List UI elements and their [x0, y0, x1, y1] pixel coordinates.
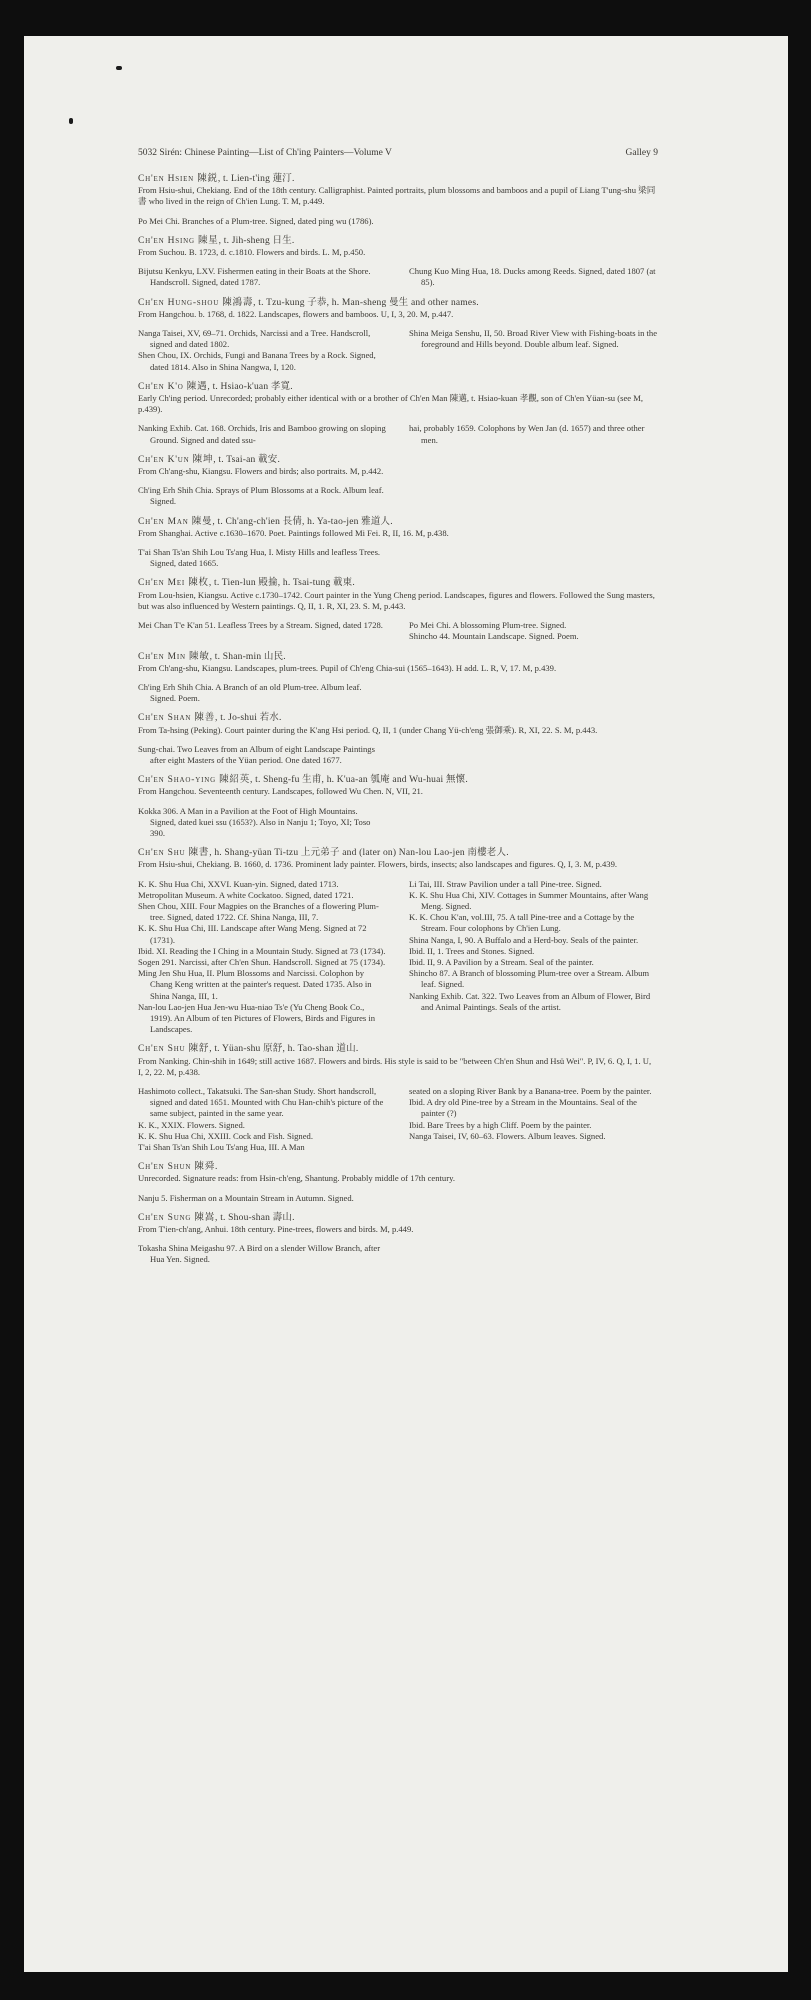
- works-list: [138, 682, 658, 704]
- works-list: [138, 1086, 658, 1153]
- works-list: [138, 328, 658, 373]
- work-item: Po Mei Chi. Branches of a Plum-tree. Signed, dated ping wu (1786).: [138, 215, 374, 226]
- work-item: K. K., XXIX. Flowers. Signed.: [138, 1119, 245, 1130]
- painter-entry: [138, 1213, 658, 1266]
- painter-alias: .: [215, 1162, 218, 1173]
- painter-heading: [138, 236, 658, 247]
- running-title: 5032 Sirén: Chinese Painting—List of Ch'ing Painters—Volume V: [138, 148, 392, 158]
- works-list: [138, 879, 658, 1036]
- works-column-right: [409, 328, 658, 373]
- work-item: Shina Meiga Senshu, II, 50. Broad River View with Fishing-boats in the foreground and Hills beyond. Double album leaf. Signed.: [409, 328, 658, 350]
- works-column-left: [138, 423, 387, 445]
- works-column-left: [138, 216, 384, 227]
- works-list: [138, 1243, 658, 1265]
- painter-name: Ch'en K'o 陳遇: [138, 381, 208, 392]
- painter-entry: [138, 236, 658, 289]
- work-item: T'ai Shan Ts'an Shih Lou Ts'ang Hua, I. Misty Hills and leafless Trees. Signed, dated 1665.: [138, 547, 381, 569]
- galley-number: Galley 9: [625, 148, 658, 158]
- work-item: Kokka 306. A Man in a Pavilion at the Foot of High Mountains. Signed, dated kuei ssu (1653?). Also in Nanju 1; Toyo, XI; Toso 390.: [138, 805, 371, 838]
- work-item: Ibid. XI. Reading the I Ching in a Mountain Study. Signed at 73 (1734).: [138, 945, 386, 956]
- painter-entry: [138, 578, 658, 642]
- page-header: [138, 148, 658, 158]
- painter-biography: Unrecorded. Signature reads: from Hsin-ch'eng, Shantung. Probably middle of 17th century.: [138, 1173, 455, 1184]
- painter-alias: , t. Sheng-fu 生甫, h. K'ua-an 瓠庵 and Wu-huai 無懷.: [250, 775, 468, 786]
- works-list: [138, 266, 658, 288]
- painter-heading: [138, 1162, 658, 1173]
- ink-speck: [69, 118, 73, 124]
- works-column-left: [138, 879, 387, 1036]
- painter-alias: , t. Jo-shui 若水.: [215, 713, 282, 724]
- painter-entry: [138, 652, 658, 705]
- painter-name: Ch'en Hsing 陳星: [138, 235, 219, 246]
- painter-entry: [138, 713, 658, 766]
- works-list: [138, 620, 658, 642]
- painter-name: Ch'en Shao-ying 陳紹英: [138, 775, 250, 786]
- painter-entry: [138, 1162, 658, 1204]
- works-column-left: [138, 620, 387, 642]
- works-list: [138, 1193, 658, 1204]
- work-item: Metropolitan Museum. A white Cockatoo. Signed, dated 1721.: [138, 889, 354, 900]
- works-column-left: [138, 1243, 384, 1265]
- works-list: [138, 547, 658, 569]
- painter-heading: [138, 775, 658, 786]
- work-item: Nanking Exhib. Cat. 168. Orchids, Iris and Bamboo growing on sloping Ground. Signed and dated ssu-: [138, 423, 386, 445]
- work-item: Nanga Taisei, IV, 60–63. Flowers. Album leaves. Signed.: [409, 1130, 606, 1141]
- painter-heading: [138, 382, 658, 393]
- painter-heading: [138, 578, 658, 589]
- painter-heading: [138, 298, 658, 309]
- work-item: K. K. Shu Hua Chi, XXIII. Cock and Fish. Signed.: [138, 1130, 313, 1141]
- work-item: hai, probably 1659. Colophons by Wen Jan (d. 1657) and three other men.: [409, 423, 645, 445]
- painter-biography: From Suchou. B. 1723, d. c.1810. Flowers and birds. L. M, p.450.: [138, 247, 366, 258]
- painter-name: Ch'en Man 陳曼: [138, 516, 213, 527]
- painter-name: Ch'en Min 陳敏: [138, 651, 210, 662]
- painter-biography: From Nanking. Chin-shih in 1649; still active 1687. Flowers and birds. His style is said to be "between Ch'en Shun and Hsü Wei". P, IV, 6. Q, I, 1. U, I, 2, 22. M, p.438.: [138, 1055, 652, 1077]
- work-item: Ch'ing Erh Shih Chia. A Branch of an old Plum-tree. Album leaf. Signed. Poem.: [138, 681, 362, 704]
- work-item: Tokasha Shina Meigashu 97. A Bird on a slender Willow Branch, after Hua Yen. Signed.: [138, 1243, 381, 1265]
- painter-name: Ch'en Hung-shou 陳鴻壽: [138, 297, 254, 308]
- painter-alias: , t. Hsiao-k'uan 孝寬.: [207, 381, 293, 392]
- painter-entry: [138, 298, 658, 373]
- works-list: [138, 744, 658, 766]
- painter-biography: From Ta-hsing (Peking). Court painter during the K'ang Hsi period. Q, II, 1 (under Chang Yü-ch'eng 張御乘). R, XI, 22. S. M, p.443.: [138, 724, 598, 735]
- work-item: Ibid. II, 1. Trees and Stones. Signed.: [409, 945, 535, 956]
- work-item: K. K. Chou K'an, vol.III, 75. A tall Pine-tree and a Cottage by the Stream. Four colophons by Ch'ien Lung.: [409, 912, 635, 934]
- painter-heading: [138, 713, 658, 724]
- painter-biography: From Ch'ang-shu, Kiangsu. Flowers and birds; also portraits. M, p.442.: [138, 466, 384, 477]
- work-item: Nanking Exhib. Cat. 322. Two Leaves from an Album of Flower, Bird and Animal Paintings. Seals of the artist.: [409, 990, 651, 1012]
- painter-biography: From Hsiu-shui, Chekiang. End of the 18th century. Calligraphist. Painted portraits, plum blossoms and bamboos and a pupil of Liang T'ung-shu 梁同書 who lived in the reign of Ch'ien Lung. T. M, p.449.: [138, 185, 656, 207]
- painter-heading: [138, 455, 658, 466]
- work-item: Ch'ing Erh Shih Chia. Sprays of Plum Blossoms at a Rock. Album leaf. Signed.: [138, 485, 384, 507]
- work-item: Shen Chou, IX. Orchids, Fungi and Banana Trees by a Rock. Signed, dated 1814. Also in Shina Nangwa, I, 120.: [138, 350, 376, 372]
- work-item: K. K. Shu Hua Chi, XXVI. Kuan-yin. Signed, dated 1713.: [138, 878, 339, 889]
- painter-biography: From Hsiu-shui, Chekiang. B. 1660, d. 1736. Prominent lady painter. Flowers, birds, insects; also landscapes and figures. Q, I, 3. M, p.439.: [138, 859, 618, 870]
- work-item: Nanga Taisei, XV, 69–71. Orchids, Narcissi and a Tree. Handscroll, signed and dated 1802.: [138, 328, 371, 350]
- painter-name: Ch'en K'un 陳坤: [138, 454, 214, 465]
- work-item: Ibid. A dry old Pine-tree by a Stream in the Mountains. Seal of the painter (?): [409, 1097, 637, 1119]
- work-item: K. K. Shu Hua Chi, III. Landscape after Wang Meng. Signed at 72 (1731).: [138, 923, 367, 945]
- painter-entry: [138, 174, 658, 227]
- work-item: Shincho 87. A Branch of blossoming Plum-tree over a Stream. Album leaf. Signed.: [409, 968, 650, 990]
- works-column-left: [138, 744, 384, 766]
- painter-heading: [138, 517, 658, 528]
- work-item: Nan-lou Lao-jen Hua Jen-wu Hua-niao Ts'e (Yu Cheng Book Co., 1919). An Album of ten Pictures of Flowers, Birds and Figures in Landscapes.: [138, 1001, 376, 1035]
- work-item: T'ai Shan Ts'an Shih Lou Ts'ang Hua, III. A Man: [138, 1142, 305, 1153]
- painter-name: Ch'en Shu 陳書: [138, 848, 210, 859]
- work-item: Sung-chai. Two Leaves from an Album of eight Landscape Paintings after eight Masters of the Yüan period. One dated 1677.: [138, 743, 375, 765]
- painter-entry: [138, 775, 658, 839]
- works-column-left: [138, 328, 387, 373]
- painter-name: Ch'en Shan 陳善: [138, 713, 216, 724]
- works-column-right: [409, 620, 658, 642]
- painter-entry: [138, 1044, 658, 1153]
- painter-heading: [138, 848, 658, 859]
- works-column-right: [409, 423, 658, 445]
- works-column-right: [409, 266, 658, 288]
- painter-name: Ch'en Mei 陳枚: [138, 578, 209, 589]
- painter-entry: [138, 382, 658, 446]
- works-list: [138, 216, 658, 227]
- works-column-left: [138, 547, 384, 569]
- work-item: Sogen 291. Narcissi, after Ch'en Shun. Handscroll. Signed at 75 (1734).: [138, 956, 386, 967]
- ink-speck: [116, 66, 122, 70]
- painter-biography: From T'ien-ch'ang, Anhui. 18th century. Pine-trees, flowers and birds. M, p.449.: [138, 1224, 414, 1235]
- painter-biography: From Shanghai. Active c.1630–1670. Poet. Paintings followed Mi Fei. R, II, 16. M, p.438.: [138, 527, 449, 538]
- painter-biography: From Hangchou. b. 1768, d. 1822. Landscapes, flowers and bamboos. U, I, 3, 20. M, p.447.: [138, 308, 454, 319]
- works-column-left: [138, 1086, 387, 1153]
- painter-alias: , t. Jih-sheng 日生.: [218, 235, 295, 246]
- painter-alias: , t. Shan-min 山民.: [209, 651, 286, 662]
- work-item: Po Mei Chi. A blossoming Plum-tree. Signed.: [409, 620, 567, 631]
- painter-name: Ch'en Shun 陳舜: [138, 1162, 216, 1173]
- works-column-right: [409, 1086, 658, 1153]
- work-item: Shincho 44. Mountain Landscape. Signed. Poem.: [409, 631, 579, 642]
- painter-heading: [138, 1044, 658, 1055]
- works-column-right: [409, 879, 658, 1036]
- painter-heading: [138, 1213, 658, 1224]
- painter-name: Ch'en Shu 陳舒: [138, 1044, 210, 1055]
- work-item: Chung Kuo Ming Hua, 18. Ducks among Reeds. Signed, dated 1807 (at 85).: [409, 266, 656, 288]
- painter-alias: , t. Tzu-kung 子恭, h. Man-sheng 曼生 and other names.: [253, 297, 479, 308]
- painter-alias: , t. Ch'ang-ch'ien 長倩, h. Ya-tao-jen 雅道人.: [212, 516, 393, 527]
- work-item: seated on a sloping River Bank by a Banana-tree. Poem by the painter.: [409, 1086, 652, 1096]
- painter-alias: , t. Yüan-shu 原舒, h. Tao-shan 道山.: [209, 1044, 359, 1055]
- painter-entry: [138, 455, 658, 508]
- painter-biography: From Hangchou. Seventeenth century. Landscapes, followed Wu Chen. N, VII, 21.: [138, 786, 423, 797]
- painter-alias: , t. Tsai-an 載安.: [213, 454, 281, 465]
- works-column-left: [138, 682, 384, 704]
- painter-alias: , t. Tien-lun 殿掄, h. Tsai-tung 載東.: [208, 578, 355, 589]
- painter-name: Ch'en Sung 陳嵩: [138, 1212, 216, 1223]
- work-item: Nanju 5. Fisherman on a Mountain Stream in Autumn. Signed.: [138, 1192, 354, 1203]
- work-item: Li Tai, III. Straw Pavilion under a tall Pine-tree. Signed.: [409, 878, 602, 889]
- painter-alias: , t. Lien-t'ing 蓮汀.: [217, 174, 295, 184]
- painter-heading: [138, 174, 658, 185]
- work-item: Shina Nanga, I, 90. A Buffalo and a Herd-boy. Seals of the painter.: [409, 934, 639, 945]
- painter-biography: From Ch'ang-shu, Kiangsu. Landscapes, plum-trees. Pupil of Ch'eng Chia-sui (1565–1643). H add. L. R, V, 17. M, p.439.: [138, 662, 557, 673]
- works-list: [138, 806, 658, 840]
- painter-alias: , t. Shou-shan 壽山.: [215, 1212, 295, 1223]
- painter-alias: , h. Shang-yüan Ti-tzu 上元弟子 and (later on) Nan-lou Lao-jen 南樓老人.: [209, 848, 509, 859]
- work-item: K. K. Shu Hua Chi, XIV. Cottages in Summer Mountains, after Wang Meng. Signed.: [409, 889, 649, 911]
- painter-entry: [138, 848, 658, 1035]
- painter-list: [138, 174, 658, 1275]
- painter-name: Ch'en Hsien 陳鋭: [138, 174, 218, 184]
- works-column-left: [138, 1193, 384, 1204]
- works-column-left: [138, 485, 384, 507]
- works-column-left: [138, 266, 387, 288]
- works-list: [138, 423, 658, 445]
- work-item: Ming Jen Shu Hua, II. Plum Blossoms and Narcissi. Colophon by Chang Keng written at the painter's request. Dated 1735. Also in Shina Nanga, III, 1.: [138, 968, 372, 1001]
- works-column-left: [138, 806, 384, 840]
- work-item: Shen Chou, XIII. Four Magpies on the Branches of a flowering Plum-tree. Signed, dated 1722. Cf. Shina Nanga, III, 7.: [138, 900, 379, 923]
- painter-heading: [138, 652, 658, 663]
- work-item: Ibid. Bare Trees by a high Cliff. Poem by the painter.: [409, 1119, 592, 1130]
- work-item: Ibid. II, 9. A Pavilion by a Stream. Seal of the painter.: [409, 956, 594, 967]
- painter-biography: Early Ch'ing period. Unrecorded; probably either identical with or a brother of Ch'en Man 陳邁, t. Hsiao-kuan 孝觀, son of Ch'en Yüan-su (see M, p.439).: [138, 393, 644, 415]
- work-item: Mei Chan T'e K'an 51. Leafless Trees by a Stream. Signed, dated 1728.: [138, 620, 383, 631]
- painter-entry: [138, 517, 658, 570]
- works-list: [138, 485, 658, 507]
- painter-biography: From Lou-hsien, Kiangsu. Active c.1730–1742. Court painter in the Yung Cheng period. Landscapes, figures and flowers. Followed the Sung masters, but was also influenced by Western paintings. Q, II, 1. R, XI, 23. S. M, p.443.: [138, 589, 655, 611]
- work-item: Bijutsu Kenkyu, LXV. Fishermen eating in their Boats at the Shore. Handscroll. Signed, dated 1787.: [138, 266, 371, 288]
- work-item: Hashimoto collect., Takatsuki. The San-shan Study. Short handscroll, signed and dated 1651. Mounted with Chu Han-chih's picture of the same subject, painted in the same year.: [138, 1086, 384, 1119]
